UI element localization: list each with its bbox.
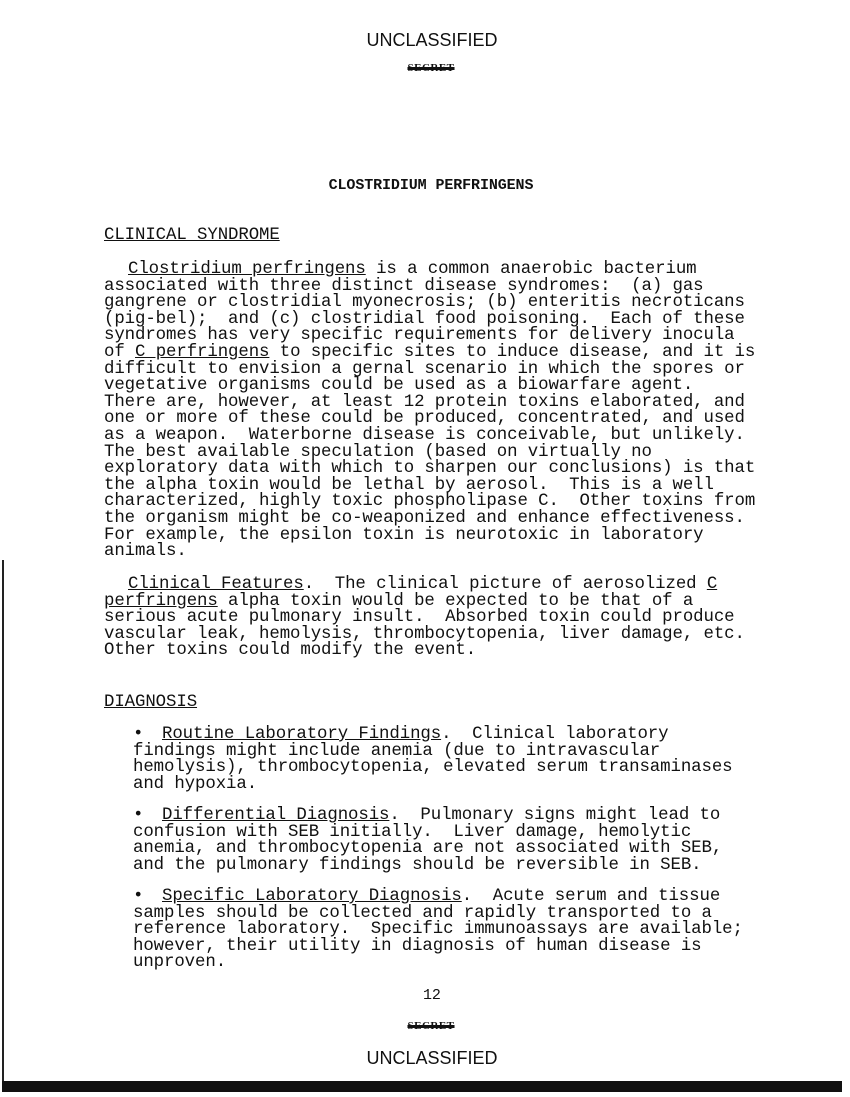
text-line	[104, 643, 745, 660]
text-run: however, their utility in diagnosis of human disease is	[133, 936, 702, 956]
text-run: unproven.	[133, 953, 227, 973]
text-run: There are, however, at least 12 protein toxins elaborated, and	[104, 392, 745, 412]
text-line	[0, 774, 850, 794]
text-run: of	[104, 342, 136, 362]
text-run: . Acute serum and tissue	[461, 887, 721, 906]
text-run: to specific sites to induce disease, and it is	[269, 342, 756, 362]
text-run: vascular leak, hemolysis, thrombocytopenia, liver damage, etc.	[104, 624, 745, 644]
text-run: For example, the epsilon toxin is neurotoxic in laboratory	[104, 525, 704, 545]
bullet-routine-lab-findings	[0, 727, 850, 793]
lead-term: Differential Diagnosis	[162, 806, 390, 825]
text-run: and the pulmonary findings should be reversible in SEB.	[133, 855, 702, 875]
text-run: findings might include anemia (due to intravascular	[133, 741, 661, 761]
text-run: hemolysis), thrombocytopenia, elevated serum transaminases	[133, 758, 733, 778]
bullet-differential-diagnosis	[0, 808, 850, 874]
section-heading-diagnosis: DIAGNOSIS	[104, 693, 198, 712]
text-line	[0, 855, 850, 875]
text-run: . Clinical laboratory	[441, 725, 669, 744]
lead-term: Specific Laboratory Diagnosis	[162, 887, 462, 906]
top-classification: UNCLASSIFIED	[366, 30, 498, 50]
underlined-term: C	[706, 575, 718, 594]
underlined-term: perfringens	[104, 591, 218, 611]
document-title: CLOSTRIDIUM PERFRINGENS	[328, 177, 534, 194]
lead-term: Clostridium perfringens	[128, 260, 366, 279]
text-run: one or more of these could be produced, concentrated, and used	[104, 409, 745, 429]
section-heading-clinical-syndrome: CLINICAL SYNDROME	[104, 226, 280, 245]
lead-term: Routine Laboratory Findings	[162, 725, 442, 744]
text-run: exploratory data with which to sharpen our conclusions) is that	[104, 459, 756, 479]
text-run: characterized, highly toxic phospholipase C. Other toxins from	[104, 492, 756, 512]
text-run: anemia, and thrombocytopenia are not associated with SEB,	[133, 839, 723, 859]
bullet-specific-lab-diagnosis	[0, 889, 850, 972]
text-run: alpha toxin would be expected to be that of a	[217, 591, 694, 611]
text-run: syndromes has very specific requirements for delivery inocula	[104, 326, 735, 346]
text-run: is a common anaerobic bacterium	[365, 260, 697, 279]
bottom-classification: UNCLASSIFIED	[366, 1048, 498, 1068]
text-run: reference laboratory. Specific immunoassays are available;	[133, 920, 743, 940]
lead-term: Clinical Features	[128, 575, 304, 594]
text-line	[0, 760, 850, 777]
underlined-term: C perfringens	[135, 342, 270, 362]
text-run: (pig-bel); and (c) clostridial food poisoning. Each of these	[104, 309, 745, 329]
text-line	[0, 955, 850, 972]
text-run: . The clinical picture of aerosolized	[303, 575, 707, 594]
bullet-icon: •	[133, 887, 144, 906]
text-run: the organism might be co-weaponized and enhance effectiveness.	[104, 508, 745, 528]
paragraph-clinical-features	[104, 577, 745, 660]
text-run: samples should be collected and rapidly transported to a	[133, 903, 712, 923]
text-run: as a weapon. Waterborne disease is conceivable, but unlikely.	[104, 425, 745, 445]
text-run: serious acute pulmonary insult. Absorbed toxin could produce	[104, 608, 735, 628]
text-run: animals.	[104, 542, 187, 562]
left-border-line	[2, 560, 4, 1090]
text-run: confusion with SEB initially. Liver damage, hemolytic	[133, 822, 692, 842]
bottom-border-bar	[2, 1081, 842, 1092]
bottom-old-marking: SECRET	[407, 1020, 455, 1032]
text-run: and hypoxia.	[133, 774, 258, 794]
text-run: vegetative organisms could be used as a biowarfare agent.	[104, 376, 694, 396]
text-line	[104, 525, 755, 545]
paragraph-clinical-syndrome	[104, 262, 755, 561]
text-line	[104, 544, 755, 561]
text-run: the alpha toxin would be lethal by aerosol. This is a well	[104, 475, 714, 495]
text-run: . Pulmonary signs might lead to	[389, 806, 721, 825]
text-run: Other toxins could modify the event.	[104, 641, 477, 661]
text-run: difficult to envision a gernal scenario in which the spores or	[104, 359, 745, 379]
bullet-icon: •	[133, 725, 144, 744]
text-line	[0, 936, 850, 956]
text-run: The best available speculation (based on virtually no	[104, 442, 652, 462]
text-run: gangrene or clostridial myonecrosis; (b) enteritis necroticans	[104, 293, 745, 313]
page-number: 12	[423, 987, 441, 1004]
top-old-marking: SECRET	[407, 62, 455, 74]
text-run: associated with three distinct disease syndromes: (a) gas	[104, 276, 704, 296]
bullet-icon: •	[133, 806, 144, 825]
